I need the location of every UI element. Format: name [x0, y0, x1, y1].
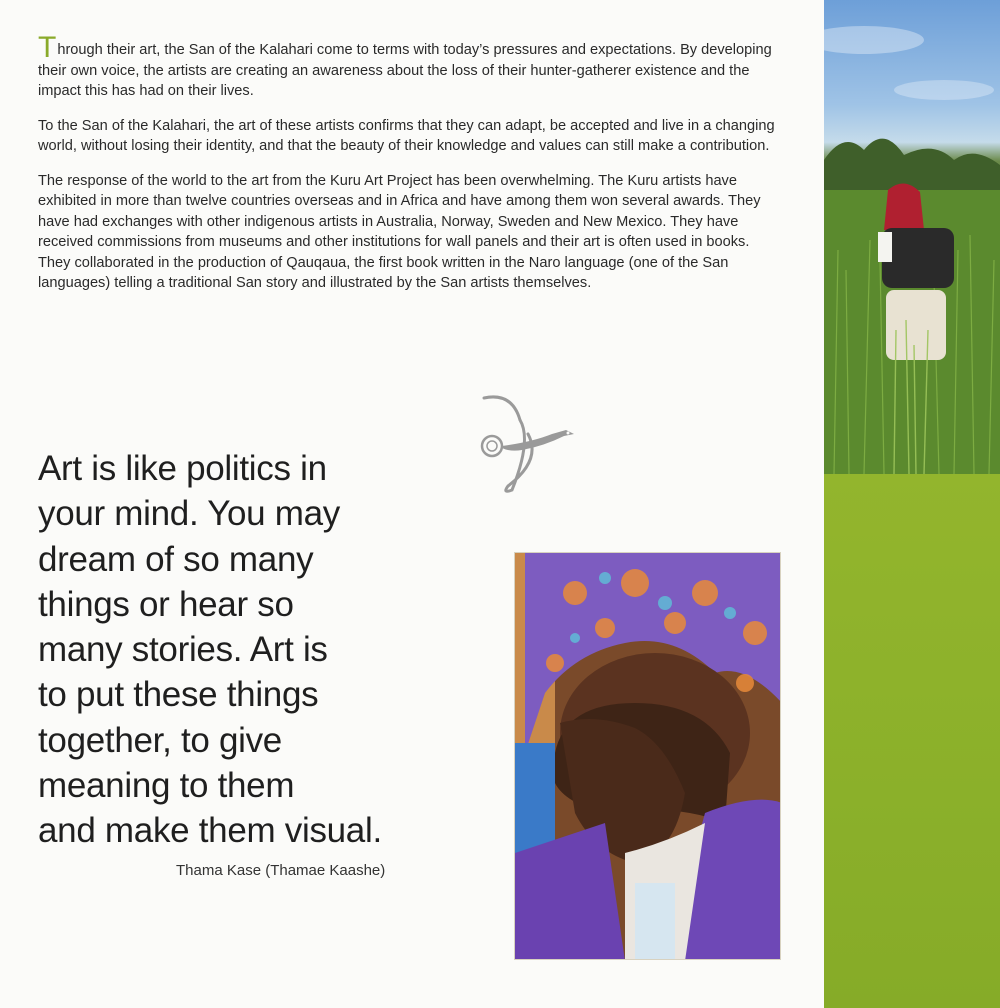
quote-line: together, to give [38, 720, 282, 760]
portrait-photo [514, 552, 781, 960]
paragraph-1 [38, 31, 780, 102]
paragraph-2: To the San of the Kalahari, the art of these artists confirms that they can adapt, be accepted and live in a changing world, without losing their identity, and that the beauty of their knowledge and values can still make a contribution. [38, 117, 775, 154]
paragraph-3: The response of the world to the art from the Kuru Art Project has been overwhelming. The Kuru artists have exhibited in more than twelve countries overseas and in Africa and have among them won several awards. They have had exchanges with other indigenous artists in Australia, Norway, Sweden and New Mexico. They have received commissions from museums and other institutions for wall panels and their art is often used in books. They collaborated in the production of Qauqaua, the first book written in the Naro language (one of the San languages) telling a traditional San story and illustrated by the San artists themselves. [38, 172, 761, 291]
drop-cap: T [38, 31, 57, 64]
right-decorative-strip [824, 0, 1000, 1008]
body-text [38, 31, 780, 308]
pull-quote [38, 446, 408, 854]
quote-line: things or hear so [38, 584, 294, 624]
quote-line: and make them visual. [38, 811, 382, 851]
quote-line: meaning to them [38, 766, 295, 806]
quote-line: dream of so many [38, 539, 314, 579]
bird-motif-icon [472, 390, 582, 500]
paragraph-1-text: hrough their art, the San of the Kalahari come to terms with today’s pressures and expectations. By developing their own voice, the artists are creating an awareness about the loss of their hunter-gatherer existence and the impact this has had on their lives. [38, 42, 772, 99]
quote-line: to put these things [38, 675, 319, 715]
grassland-photo [824, 0, 1000, 474]
quote-line: many stories. Art is [38, 630, 328, 670]
quote-attribution: Thama Kase (Thamae Kaashe) [176, 862, 386, 879]
green-color-panel [824, 474, 1000, 1008]
quote-line: Art is like politics in [38, 449, 327, 488]
quote-line: your mind. You may [38, 494, 340, 534]
